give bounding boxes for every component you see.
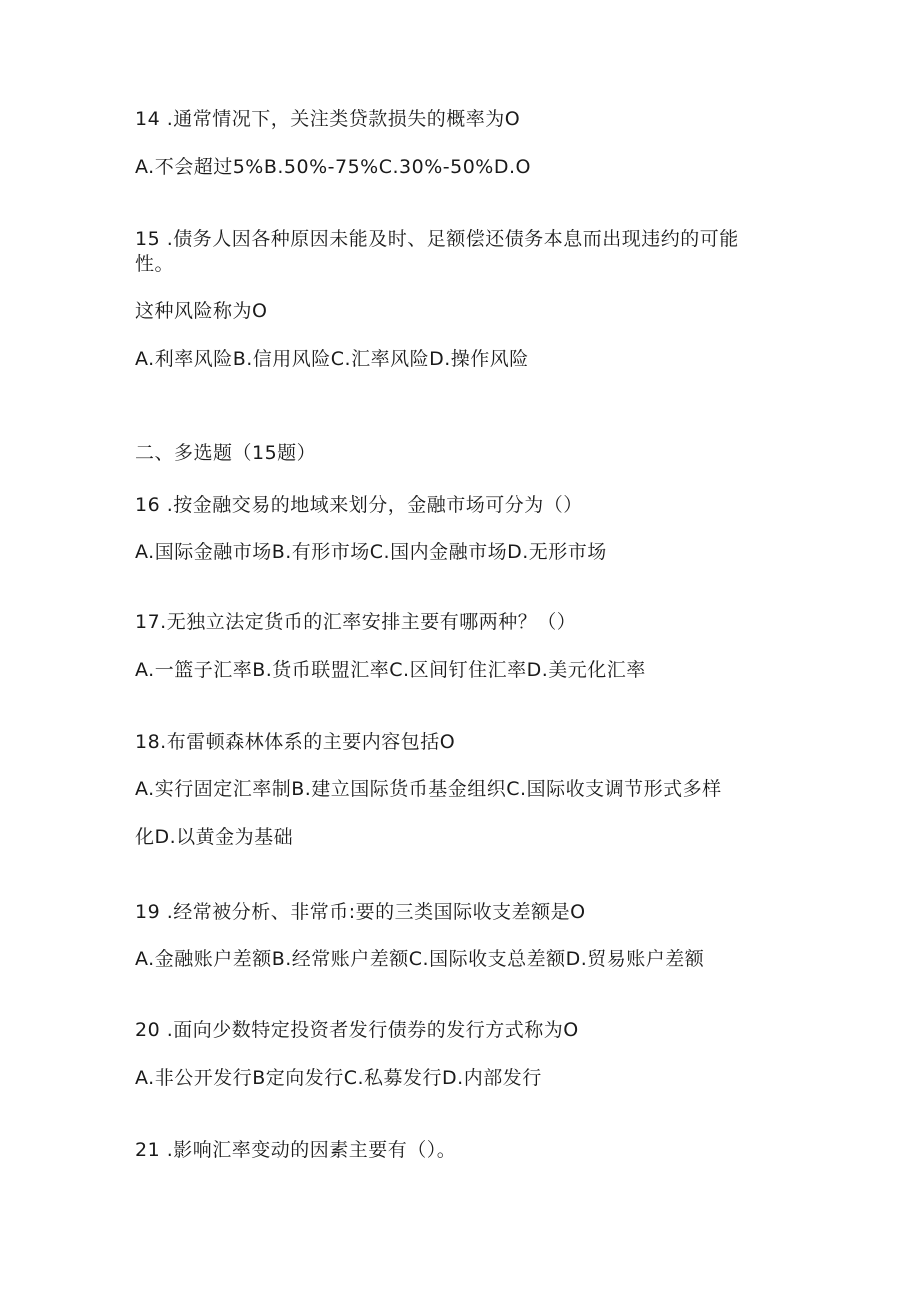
question-14-text: 14 .通常情况下，关注类贷款损失的概率为O [135,108,521,130]
question-19-text: 19 .经常被分析、非常币:要的三类国际收支差额是O [135,901,586,923]
question-15-text-continued: 这种风险称为O [135,300,268,322]
question-17-options: A.一篮子汇率B.货币联盟汇率C.区间钉住汇率D.美元化汇率 [135,659,646,681]
question-18-text: 18.布雷顿森林体系的主要内容包括O [135,731,456,753]
question-15-text: 15 .债务人因各种原因未能及时、足额偿还债务本息而出现违约的可能 [135,228,739,250]
question-14-options: A.不会超过5%B.50%-75%C.30%-50%D.O [135,156,531,178]
question-18-options: A.实行固定汇率制B.建立国际货币基金组织C.国际收支调节形式多样 [135,778,722,800]
question-21-text: 21 .影响汇率变动的因素主要有（）。 [135,1139,457,1161]
question-16-text: 16 .按金融交易的地域来划分，金融市场可分为（） [135,494,583,516]
question-17-text: 17.无独立法定货币的汇率安排主要有哪两种？（） [135,611,577,633]
question-15-text-continued: 性。 [135,253,175,275]
question-16-options: A.国际金融市场B.有形市场C.国内金融市场D.无形市场 [135,541,607,563]
section-heading: 二、多选题（15题） [135,442,317,464]
question-20-options: A.非公开发行B定向发行C.私募发行D.内部发行 [135,1067,542,1089]
question-19-options: A.金融账户差额B.经常账户差额C.国际收支总差额D.贸易账户差额 [135,948,705,970]
question-18-options-continued: 化D.以黄金为基础 [135,826,294,848]
question-20-text: 20 .面向少数特定投资者发行债券的发行方式称为O [135,1019,579,1041]
question-15-options: A.利率风险B.信用风险C.汇率风险D.操作风险 [135,348,529,370]
